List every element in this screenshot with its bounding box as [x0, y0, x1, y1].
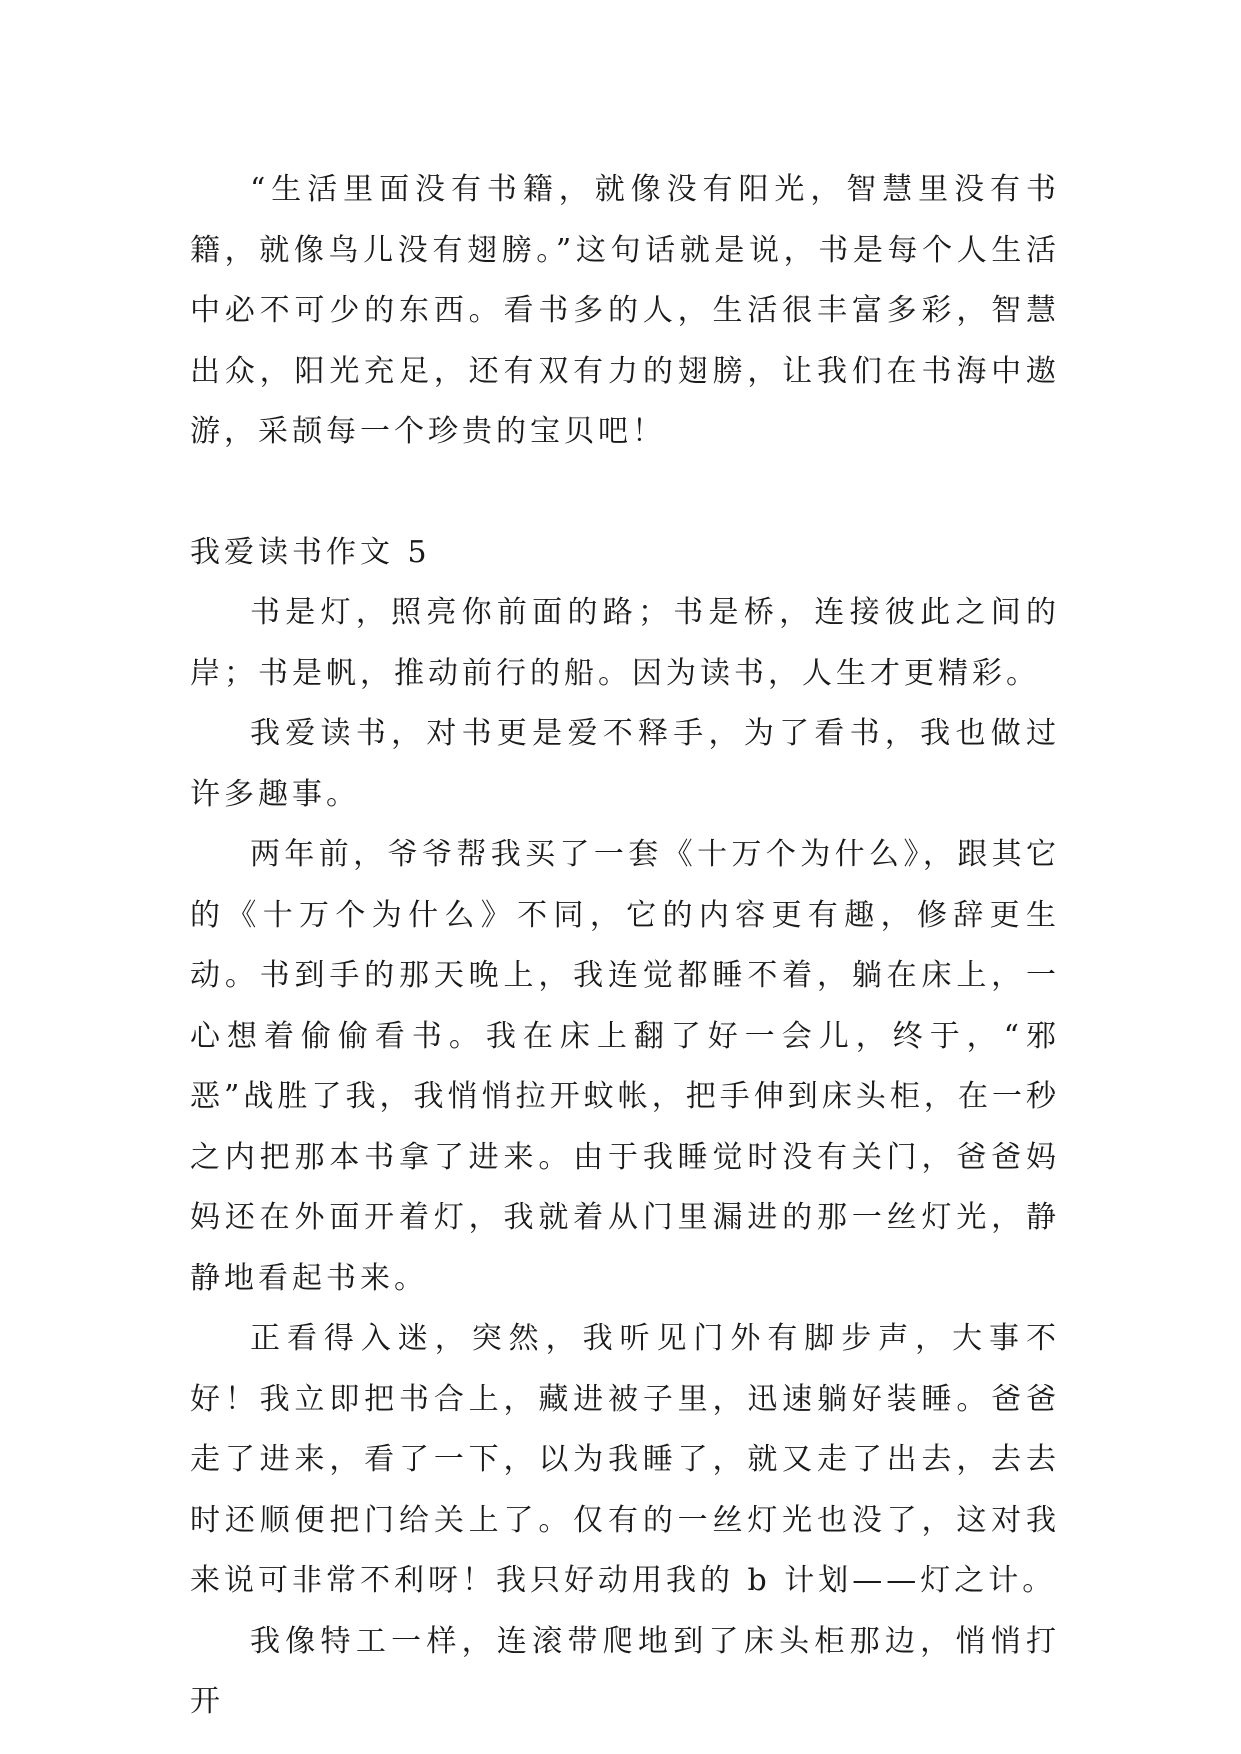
intro-paragraph: “生活里面没有书籍，就像没有阳光，智慧里没有书籍，就像鸟儿没有翅膀。”这句话就是说，书是每个人生活中必不可少的东西。看书多的人，生活很丰富多彩，智慧出众，阳光充足，还有双有力的翅膀，让我们在书海中遨游，采颉每一个珍贵的宝贝吧！	[190, 172, 1060, 449]
paragraph: 两年前，爷爷帮我买了一套《十万个为什么》，跟其它的《十万个为什么》不同，它的内容更有趣，修辞更生动。书到手的那天晚上，我连觉都睡不着，躺在床上，一心想着偷偷看书。我在床上翻了好一会儿，终于，“邪恶”战胜了我，我悄悄拉开蚊帐，把手伸到床头柜，在一秒之内把那本书拿了进来。由于我睡觉时没有关门，爸爸妈妈还在外面开着灯，我就着从门里漏进的那一丝灯光，静静地看起书来。	[190, 837, 1060, 1296]
paragraph: 我爱读书，对书更是爱不释手，为了看书，我也做过许多趣事。	[190, 716, 1060, 812]
paragraph: 我像特工一样，连滚带爬地到了床头柜那边，悄悄打开	[190, 1623, 1060, 1719]
essay-title: 我爱读书作文 5	[190, 534, 431, 570]
document-body	[190, 160, 1060, 1733]
section-gap	[190, 463, 1060, 523]
paragraph: 书是灯，照亮你前面的路；书是桥，连接彼此之间的岸；书是帆，推动前行的船。因为读书，人生才更精彩。	[190, 595, 1060, 691]
paragraph: 正看得入迷，突然，我听见门外有脚步声，大事不好！我立即把书合上，藏进被子里，迅速躺好装睡。爸爸走了进来，看了一下，以为我睡了，就又走了出去，去去时还顺便把门给关上了。仅有的一丝灯光也没了，这对我来说可非常不利呀！我只好动用我的 b 计划——灯之计。	[190, 1321, 1060, 1598]
